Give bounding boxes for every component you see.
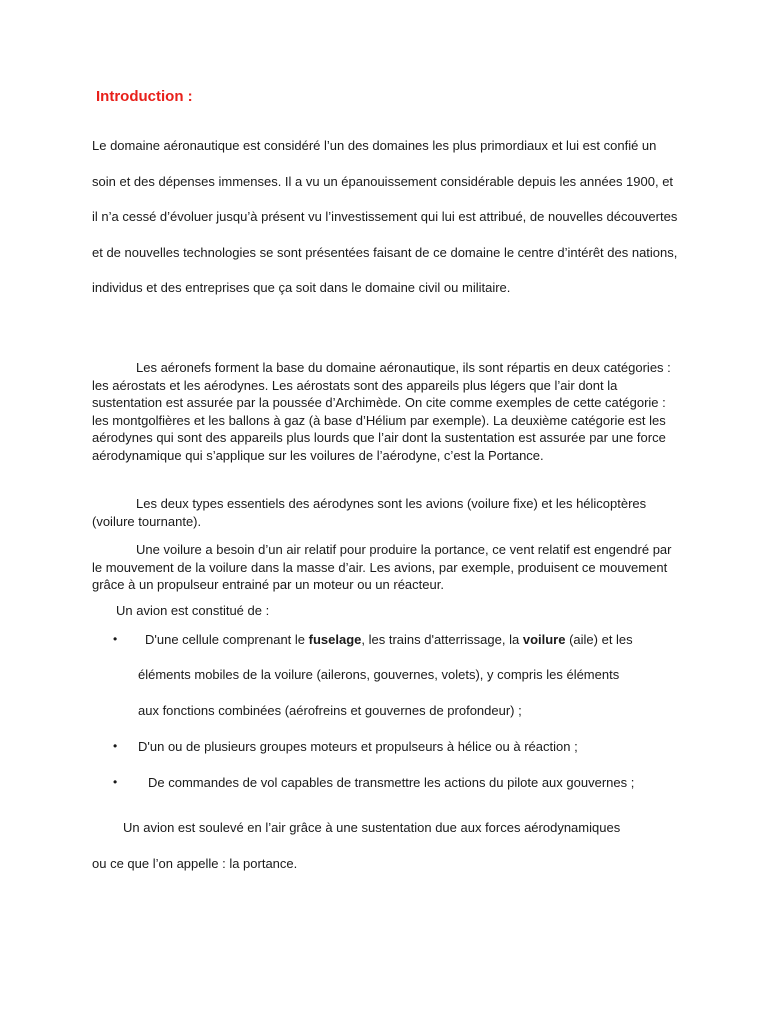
- bullet1-bold-voilure: voilure: [522, 632, 566, 647]
- closing-line-2: ou ce que l’on appelle : la portance.: [92, 856, 298, 871]
- bullet1-text-b: , les trains d'atterrissage, la: [361, 632, 523, 647]
- section-heading: Introduction :: [96, 88, 193, 105]
- bullet-item-moteurs: D'un ou de plusieurs groupes moteurs et propulseurs à hélice ou à réaction ;: [138, 739, 578, 754]
- list-intro: Un avion est constitué de :: [116, 603, 270, 618]
- intro-paragraph: Le domaine aéronautique est considéré l’un des domaines les plus primordiaux et lui est confié un soin et des dépenses immenses. Il a vu un épanouissement considérable depuis les années 1900, et il n’a cessé d’évoluer jusqu’à présent vu l’investissement qui lui est attribué, de nouvelles découvertes et de nouvelles technologies se sont présentées faisant de ce domaine le centre d’intérêt des nations, individus et des entreprises que ça soit dans le domaine civil ou militaire.: [92, 138, 678, 295]
- paragraph-types: Les deux types essentiels des aérodynes sont les avions (voilure fixe) et les hélicoptères (voilure tournante).: [92, 496, 647, 529]
- bullet-marker: •: [113, 775, 118, 789]
- bullet1-bold-fuselage: fuselage: [308, 632, 362, 647]
- closing-line-1: Un avion est soulevé en l’air grâce à une sustentation due aux forces aérodynamiques: [123, 820, 621, 835]
- bullet1-line3: aux fonctions combinées (aérofreins et gouvernes de profondeur) ;: [138, 703, 522, 718]
- paragraph-aeronefs: Les aéronefs forment la base du domaine aéronautique, ils sont répartis en deux catégories : les aérostats et les aérodynes. Les aérostats sont des appareils plus légers que l’air dont la sustentation est assurée par la poussée d’Archimède. On cite comme exemples de cette catégorie : les montgolfières et les ballons à gaz (à base d’Hélium par exemple). La deuxième catégorie est les aérodynes qui sont des appareils plus lourds que l’air dont la sustentation est assurée par une force aérodynamique qui s’applique sur les voilures de l’aérodyne, c’est la Portance.: [92, 360, 671, 463]
- bullet1-text-c: (aile) et les: [565, 632, 633, 647]
- bullet-item-cellule: [145, 632, 633, 647]
- bullet-marker: •: [113, 739, 118, 753]
- bullet1-line2: éléments mobiles de la voilure (ailerons, gouvernes, volets), y compris les éléments: [138, 667, 620, 682]
- bullet-item-commandes: De commandes de vol capables de transmettre les actions du pilote aux gouvernes ;: [148, 775, 635, 790]
- bullet-marker: •: [113, 632, 118, 646]
- bullet1-text-a: D'une cellule comprenant le: [145, 632, 309, 647]
- paragraph-voilure: Une voilure a besoin d’un air relatif pour produire la portance, ce vent relatif est engendré par le mouvement de la voilure dans la masse d’air. Les avions, par exemple, produisent ce mouvement grâce à un propulseur entrainé par un moteur ou un réacteur.: [92, 542, 672, 592]
